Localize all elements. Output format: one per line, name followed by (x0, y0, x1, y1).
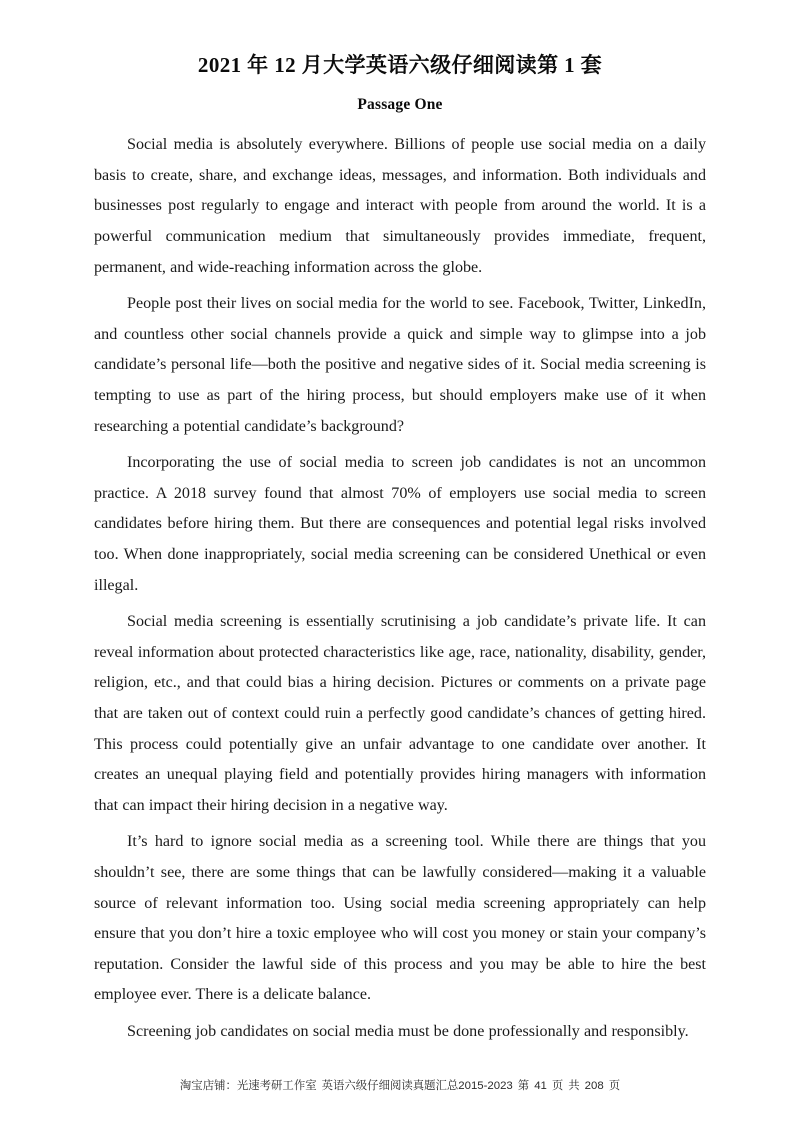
paragraph: Incorporating the use of social media to screen job candidates is not an uncommon practice. A 2018 survey found that almost 70% of employers use social media to screen candidates before hiring them. But there are consequences and potential legal risks involved too. When done inappropriately, social media screening can be considered Unethical or even illegal. (94, 454, 706, 594)
page-footer (0, 1078, 800, 1094)
paragraph: It’s hard to ignore social media as a screening tool. While there are things that you shouldn’t see, there are some things that can be lawfully considered—making it a valuable source of relevant information too. Using social media screening appropriately can help ensure that you don’t hire a toxic employee who will cost you money or stain your company’s reputation. Consider the lawful side of this process and you may be able to hire the best employee ever. There is a delicate balance. (94, 833, 706, 1004)
passage-body (94, 114, 706, 1047)
paragraph: Social media screening is essentially scrutinising a job candidate’s private life. It can reveal information about protected characteristics like age, race, nationality, disability, gender, religion, etc., and that could bias a hiring decision. Pictures or comments on a private page that are taken out of context could ruin a perfectly good candidate’s chances of getting hired. This process could potentially give an unfair advantage to one candidate over another. It creates an unequal playing field and potentially provides hiring managers with information that can impact their hiring decision in a negative way. (94, 613, 706, 814)
footer-total-pages: 208 (584, 1080, 604, 1092)
paragraph: People post their lives on social media for the world to see. Facebook, Twitter, LinkedIn, and countless other social channels provide a quick and simple way to glimpse into a job candidate’s personal life—both the positive and negative sides of it. Social media screening is tempting to use as part of the hiring process, but should employers make use of it when researching a potential candidate’s background? (94, 295, 706, 435)
paragraph: Screening job candidates on social media must be done professionally and responsibly. (127, 1022, 689, 1040)
paragraph: Social media is absolutely everywhere. Billions of people use social media on a daily basis to create, share, and exchange ideas, messages, and information. Both individuals and businesses post regularly to engage and interact with people from around the world. It is a powerful communication medium that simultaneously provides immediate, frequent, permanent, and wide-reaching information across the globe. (94, 136, 706, 276)
footer-page-number: 41 (534, 1080, 547, 1092)
passage-heading: Passage One (357, 96, 443, 114)
footer-total-prefix: 共 (568, 1080, 580, 1092)
footer-book-label: 英语六级仔细阅读真题汇总2015-2023 (321, 1080, 513, 1092)
footer-page-unit: 页 (551, 1080, 564, 1092)
footer-page-prefix: 第 (517, 1080, 530, 1092)
page-content (94, 0, 706, 1048)
page-title: 2021 年 12 月大学英语六级仔细阅读第 1 套 (197, 53, 603, 77)
footer-total-unit: 页 (608, 1080, 621, 1092)
footer-shop-label: 淘宝店铺：光速考研工作室 (179, 1080, 317, 1092)
